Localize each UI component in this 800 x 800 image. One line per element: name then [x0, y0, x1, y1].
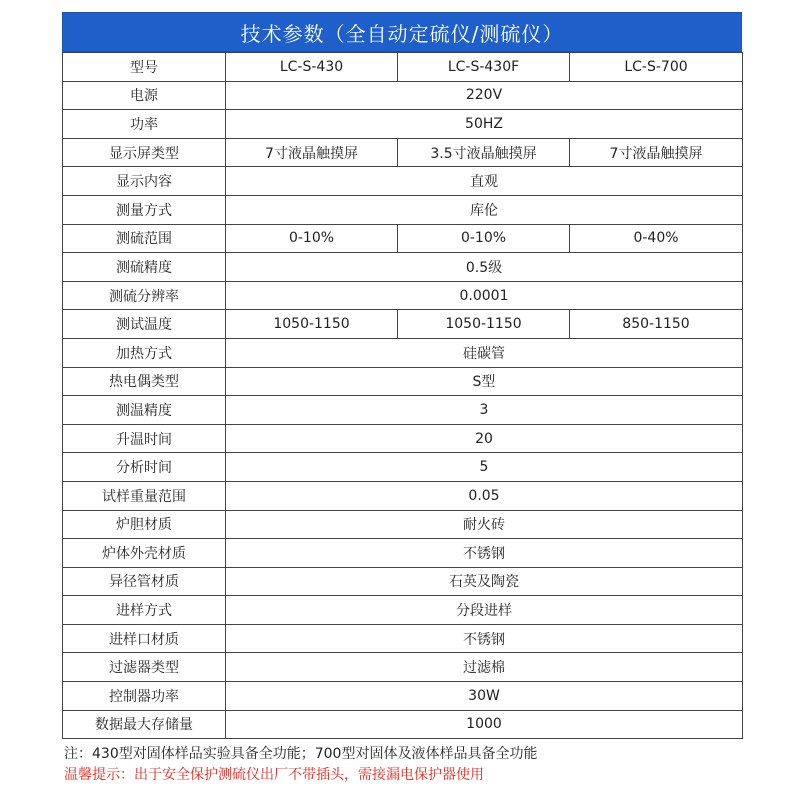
row-value: 1000 — [226, 710, 743, 739]
row-value: 1050-1150 — [226, 310, 398, 339]
row-value: 硅碳管 — [226, 338, 743, 367]
row-label: 测试温度 — [63, 310, 226, 339]
row-label: 测硫分辨率 — [63, 281, 226, 310]
row-value: 7寸液晶触摸屏 — [226, 138, 398, 167]
table-row — [63, 539, 743, 568]
row-value: 0.0001 — [226, 281, 743, 310]
row-value: 20 — [226, 424, 743, 453]
spec-table-body — [63, 53, 743, 739]
row-value: 1050-1150 — [398, 310, 570, 339]
table-row — [63, 367, 743, 396]
row-value: 7寸液晶触摸屏 — [570, 138, 743, 167]
table-row — [63, 310, 743, 339]
table-row — [63, 138, 743, 167]
spec-sheet — [62, 12, 742, 739]
row-label: 电源 — [63, 81, 226, 110]
table-row — [63, 453, 743, 482]
table-row — [63, 281, 743, 310]
footnote: 注：430型对固体样品实验具备全功能；700型对固体及液体样品具备全功能 — [64, 746, 538, 762]
row-value: 30W — [226, 682, 743, 711]
row-label: 测量方式 — [63, 195, 226, 224]
row-label: 炉体外壳材质 — [63, 539, 226, 568]
row-label: 数据最大存储量 — [63, 710, 226, 739]
row-value: 0-10% — [398, 224, 570, 253]
row-label: 测硫精度 — [63, 253, 226, 282]
model-430f: LC-S-430F — [398, 53, 570, 82]
table-row — [63, 481, 743, 510]
table-title: 技术参数（全自动定硫仪/测硫仪） — [62, 12, 742, 52]
table-row — [63, 424, 743, 453]
row-label: 测硫范围 — [63, 224, 226, 253]
row-value: 分段进样 — [226, 596, 743, 625]
row-value: 50HZ — [226, 110, 743, 139]
table-row — [63, 596, 743, 625]
row-value: 过滤棉 — [226, 653, 743, 682]
row-label: 分析时间 — [63, 453, 226, 482]
table-row — [63, 81, 743, 110]
row-value: 不锈钢 — [226, 624, 743, 653]
row-label: 显示屏类型 — [63, 138, 226, 167]
row-value: 不锈钢 — [226, 539, 743, 568]
row-label: 加热方式 — [63, 338, 226, 367]
table-row — [63, 167, 743, 196]
table-row — [63, 224, 743, 253]
row-label: 测温精度 — [63, 396, 226, 425]
row-value: 0.05 — [226, 481, 743, 510]
table-row — [63, 253, 743, 282]
row-label: 控制器功率 — [63, 682, 226, 711]
row-value: 850-1150 — [570, 310, 743, 339]
row-value: 5 — [226, 453, 743, 482]
footnotes — [64, 744, 537, 786]
row-value: S型 — [226, 367, 743, 396]
table-row — [63, 682, 743, 711]
header-label: 型号 — [63, 53, 226, 82]
table-row — [63, 195, 743, 224]
row-value: 3 — [226, 396, 743, 425]
table-row — [63, 567, 743, 596]
model-700: LC-S-700 — [570, 53, 743, 82]
row-value: 3.5寸液晶触摸屏 — [398, 138, 570, 167]
row-value: 库伦 — [226, 195, 743, 224]
row-value: 直观 — [226, 167, 743, 196]
table-row — [63, 338, 743, 367]
row-label: 显示内容 — [63, 167, 226, 196]
table-row — [63, 110, 743, 139]
row-value: 0.5级 — [226, 253, 743, 282]
row-label: 炉胆材质 — [63, 510, 226, 539]
table-row — [63, 624, 743, 653]
row-label: 进样口材质 — [63, 624, 226, 653]
table-row — [63, 396, 743, 425]
row-label: 进样方式 — [63, 596, 226, 625]
spec-table — [62, 52, 743, 739]
row-label: 热电偶类型 — [63, 367, 226, 396]
table-row — [63, 510, 743, 539]
header-row — [63, 53, 743, 82]
row-value: 石英及陶瓷 — [226, 567, 743, 596]
warm-tip: 温馨提示：出于安全保护测硫仪出厂不带插头，需接漏电保护器使用 — [64, 767, 484, 783]
row-value: 耐火砖 — [226, 510, 743, 539]
row-value: 220V — [226, 81, 743, 110]
row-label: 功率 — [63, 110, 226, 139]
row-value: 0-10% — [226, 224, 398, 253]
row-label: 异径管材质 — [63, 567, 226, 596]
row-label: 升温时间 — [63, 424, 226, 453]
model-430: LC-S-430 — [226, 53, 398, 82]
row-label: 过滤器类型 — [63, 653, 226, 682]
table-row — [63, 710, 743, 739]
table-row — [63, 653, 743, 682]
row-label: 试样重量范围 — [63, 481, 226, 510]
row-value: 0-40% — [570, 224, 743, 253]
